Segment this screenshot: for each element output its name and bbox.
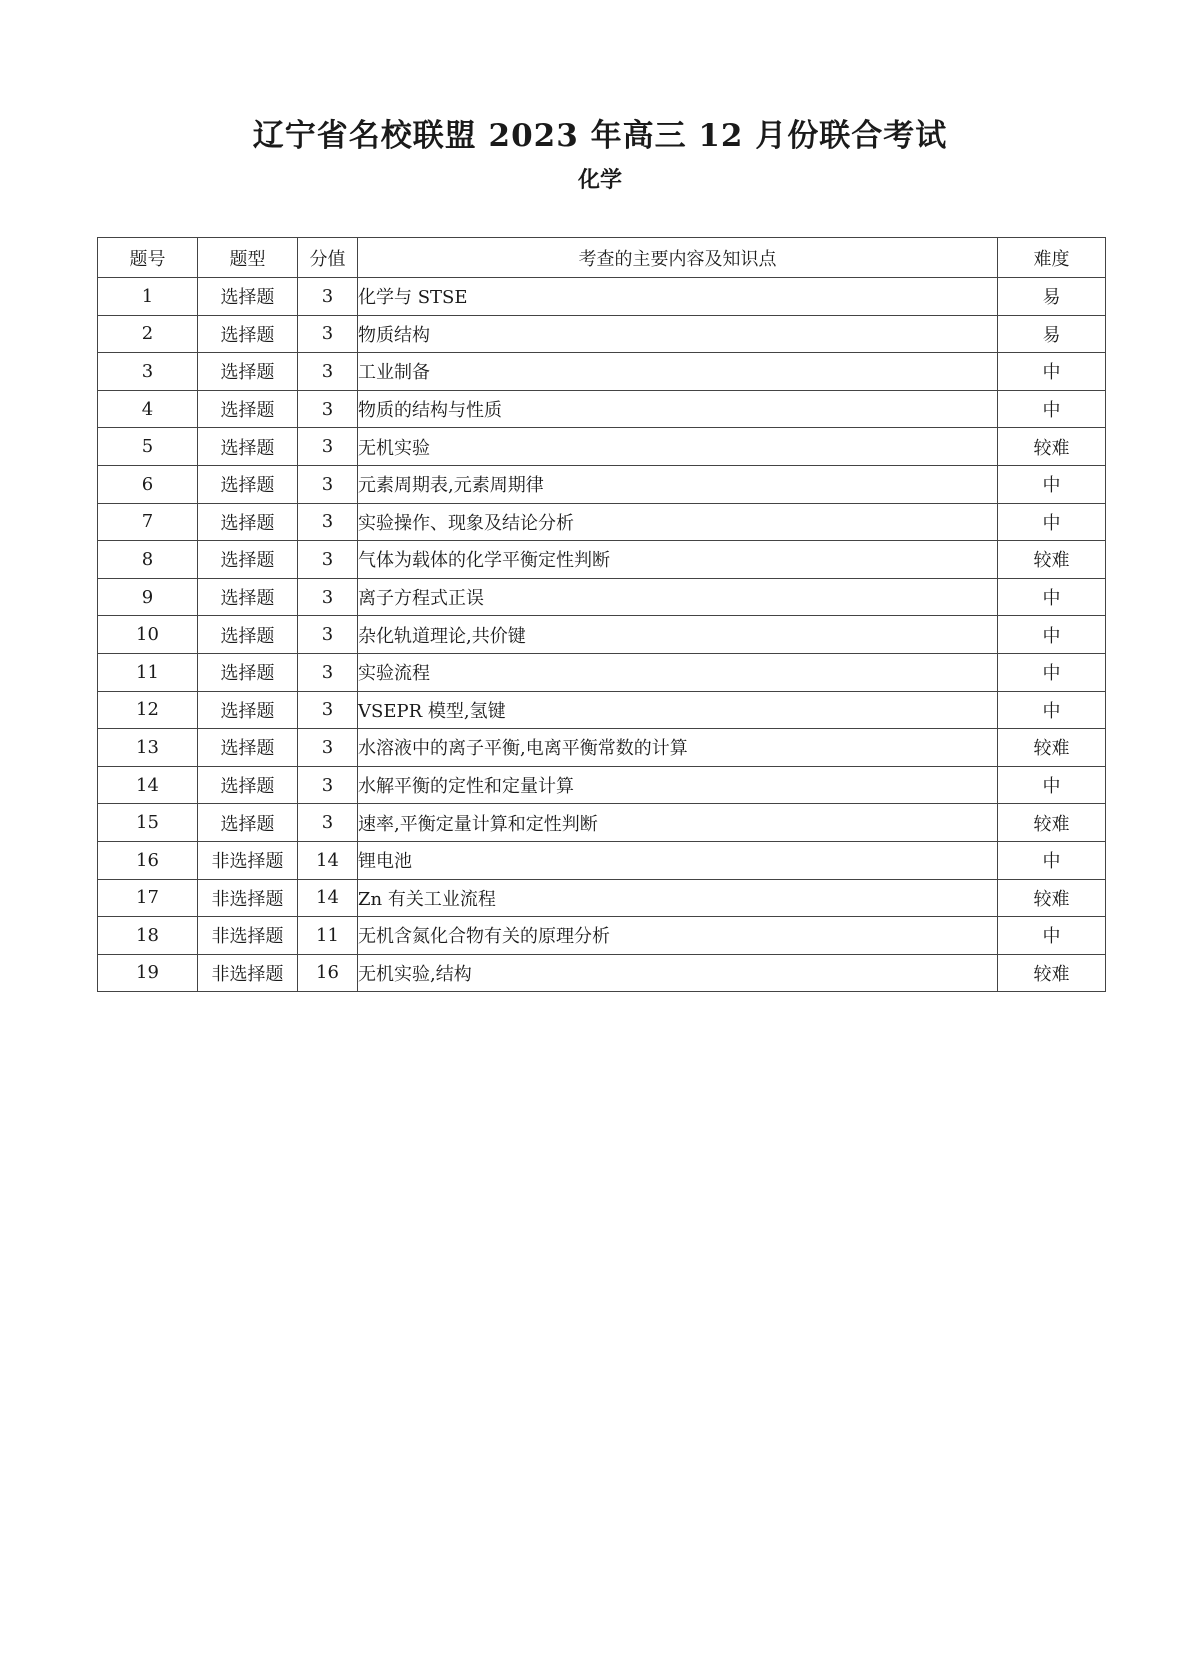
cell-type: 选择题 (198, 616, 298, 654)
cell-difficulty: 易 (998, 278, 1106, 316)
cell-type: 选择题 (198, 541, 298, 579)
cell-type: 选择题 (198, 428, 298, 466)
cell-type: 选择题 (198, 353, 298, 391)
table-row (98, 541, 1106, 579)
cell-difficulty: 较难 (998, 954, 1106, 992)
cell-number: 6 (98, 465, 198, 503)
cell-score: 3 (298, 278, 358, 316)
cell-content: 离子方程式正误 (358, 578, 998, 616)
cell-number: 7 (98, 503, 198, 541)
cell-score: 3 (298, 616, 358, 654)
cell-content: 实验流程 (358, 653, 998, 691)
cell-difficulty: 中 (998, 465, 1106, 503)
table-row (98, 503, 1106, 541)
cell-content: 元素周期表,元素周期律 (358, 465, 998, 503)
cell-content: 无机含氮化合物有关的原理分析 (358, 917, 998, 955)
cell-difficulty: 中 (998, 917, 1106, 955)
cell-content: 实验操作、现象及结论分析 (358, 503, 998, 541)
cell-number: 9 (98, 578, 198, 616)
header-content: 考查的主要内容及知识点 (358, 238, 998, 278)
cell-difficulty: 中 (998, 653, 1106, 691)
cell-difficulty: 易 (998, 315, 1106, 353)
table-row (98, 428, 1106, 466)
cell-score: 3 (298, 353, 358, 391)
cell-type: 选择题 (198, 465, 298, 503)
cell-type: 选择题 (198, 729, 298, 767)
table-row (98, 691, 1106, 729)
cell-score: 11 (298, 917, 358, 955)
document-title: 辽宁省名校联盟 2023 年高三 12 月份联合考试 (252, 118, 948, 154)
cell-type: 非选择题 (198, 841, 298, 879)
cell-number: 1 (98, 278, 198, 316)
cell-difficulty: 中 (998, 503, 1106, 541)
cell-content: 无机实验 (358, 428, 998, 466)
cell-difficulty: 中 (998, 841, 1106, 879)
cell-content: 杂化轨道理论,共价键 (358, 616, 998, 654)
cell-difficulty: 中 (998, 353, 1106, 391)
cell-type: 选择题 (198, 653, 298, 691)
cell-score: 3 (298, 729, 358, 767)
cell-difficulty: 较难 (998, 428, 1106, 466)
cell-type: 选择题 (198, 691, 298, 729)
cell-score: 14 (298, 879, 358, 917)
header-score: 分值 (298, 238, 358, 278)
cell-type: 非选择题 (198, 879, 298, 917)
cell-difficulty: 中 (998, 766, 1106, 804)
header-number: 题号 (98, 238, 198, 278)
cell-number: 3 (98, 353, 198, 391)
table-row (98, 766, 1106, 804)
table-header-row (98, 238, 1106, 278)
table-row (98, 353, 1106, 391)
cell-difficulty: 中 (998, 390, 1106, 428)
cell-type: 选择题 (198, 278, 298, 316)
cell-content: 气体为载体的化学平衡定性判断 (358, 541, 998, 579)
cell-content: VSEPR 模型,氢键 (358, 691, 998, 729)
cell-number: 19 (98, 954, 198, 992)
table-row (98, 578, 1106, 616)
cell-difficulty: 中 (998, 578, 1106, 616)
cell-content: 工业制备 (358, 353, 998, 391)
cell-score: 16 (298, 954, 358, 992)
cell-difficulty: 中 (998, 616, 1106, 654)
cell-score: 3 (298, 390, 358, 428)
cell-content: 化学与 STSE (358, 278, 998, 316)
cell-number: 17 (98, 879, 198, 917)
cell-number: 8 (98, 541, 198, 579)
cell-number: 10 (98, 616, 198, 654)
table-row (98, 917, 1106, 955)
cell-number: 12 (98, 691, 198, 729)
table-row (98, 804, 1106, 842)
cell-number: 15 (98, 804, 198, 842)
cell-content: Zn 有关工业流程 (358, 879, 998, 917)
cell-score: 3 (298, 691, 358, 729)
table-row (98, 278, 1106, 316)
header-difficulty: 难度 (998, 238, 1106, 278)
cell-type: 选择题 (198, 315, 298, 353)
cell-number: 2 (98, 315, 198, 353)
cell-difficulty: 较难 (998, 879, 1106, 917)
cell-content: 水溶液中的离子平衡,电离平衡常数的计算 (358, 729, 998, 767)
cell-type: 选择题 (198, 766, 298, 804)
cell-type: 非选择题 (198, 917, 298, 955)
cell-number: 4 (98, 390, 198, 428)
table-row (98, 841, 1106, 879)
cell-difficulty: 中 (998, 691, 1106, 729)
table-row (98, 465, 1106, 503)
table-row (98, 653, 1106, 691)
cell-number: 13 (98, 729, 198, 767)
cell-score: 14 (298, 841, 358, 879)
table-row (98, 879, 1106, 917)
cell-content: 锂电池 (358, 841, 998, 879)
cell-score: 3 (298, 428, 358, 466)
cell-type: 选择题 (198, 390, 298, 428)
cell-score: 3 (298, 541, 358, 579)
cell-content: 无机实验,结构 (358, 954, 998, 992)
cell-score: 3 (298, 804, 358, 842)
cell-type: 选择题 (198, 804, 298, 842)
cell-number: 11 (98, 653, 198, 691)
cell-difficulty: 较难 (998, 541, 1106, 579)
cell-score: 3 (298, 315, 358, 353)
table-row (98, 390, 1106, 428)
cell-score: 3 (298, 653, 358, 691)
subject-heading: 化学 (577, 168, 622, 193)
cell-score: 3 (298, 465, 358, 503)
cell-content: 物质结构 (358, 315, 998, 353)
cell-type: 非选择题 (198, 954, 298, 992)
cell-content: 速率,平衡定量计算和定性判断 (358, 804, 998, 842)
header-type: 题型 (198, 238, 298, 278)
cell-difficulty: 较难 (998, 729, 1106, 767)
cell-score: 3 (298, 503, 358, 541)
cell-number: 14 (98, 766, 198, 804)
cell-number: 16 (98, 841, 198, 879)
cell-type: 选择题 (198, 578, 298, 616)
analysis-table (97, 237, 1106, 992)
cell-content: 水解平衡的定性和定量计算 (358, 766, 998, 804)
cell-difficulty: 较难 (998, 804, 1106, 842)
table-row (98, 315, 1106, 353)
cell-number: 18 (98, 917, 198, 955)
table-row (98, 729, 1106, 767)
table-row (98, 954, 1106, 992)
cell-score: 3 (298, 578, 358, 616)
cell-number: 5 (98, 428, 198, 466)
table-row (98, 616, 1106, 654)
cell-type: 选择题 (198, 503, 298, 541)
cell-content: 物质的结构与性质 (358, 390, 998, 428)
cell-score: 3 (298, 766, 358, 804)
